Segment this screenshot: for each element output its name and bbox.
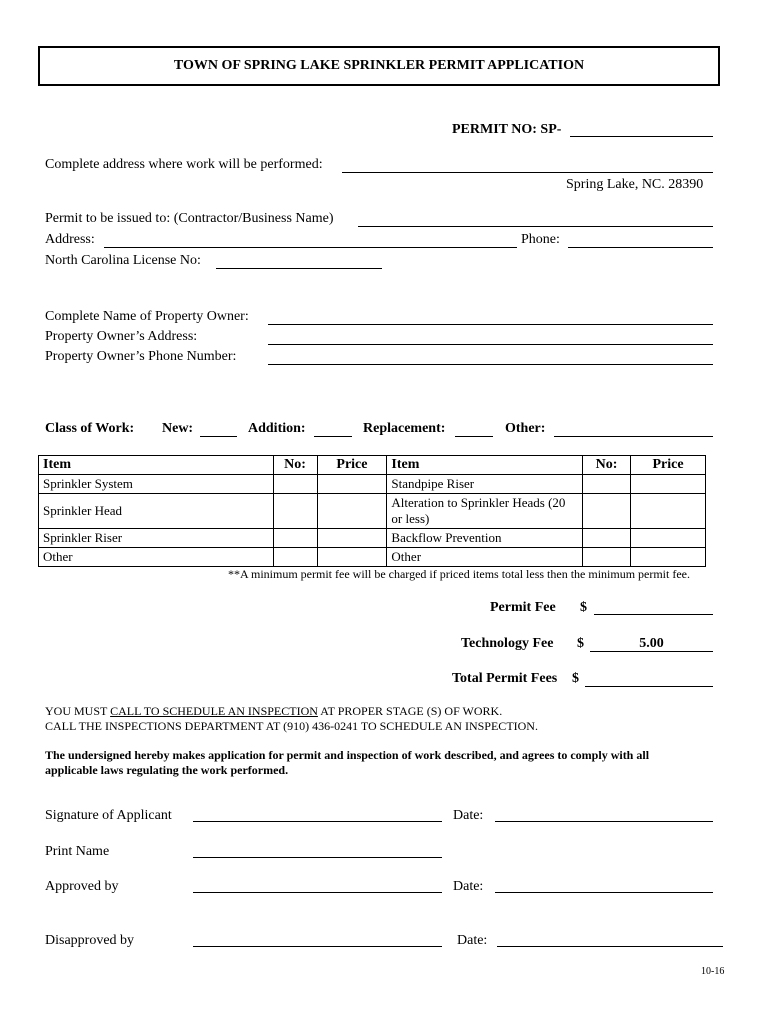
phone-label: Phone:	[521, 232, 560, 247]
total-fees-currency: $	[572, 671, 579, 686]
no-cell[interactable]	[273, 529, 317, 548]
city-line: Spring Lake, NC. 28390	[566, 177, 704, 192]
price-cell[interactable]	[317, 494, 387, 529]
table-row	[39, 548, 706, 567]
form-code: 10-16	[701, 966, 725, 977]
total-fees-label: Total Permit Fees	[452, 671, 558, 686]
price-cell[interactable]	[317, 475, 387, 494]
tech-fee-label: Technology Fee	[461, 636, 554, 651]
price-cell[interactable]	[317, 529, 387, 548]
price-cell[interactable]	[631, 475, 706, 494]
item-cell: Sprinkler System	[39, 475, 274, 494]
signature-date-label: Date:	[453, 808, 484, 823]
no-cell[interactable]	[583, 529, 631, 548]
header-no: No:	[273, 456, 317, 475]
price-cell[interactable]	[631, 548, 706, 567]
permit-no-label: PERMIT NO: SP-	[452, 122, 562, 137]
no-cell[interactable]	[273, 494, 317, 529]
permit-fee-label: Permit Fee	[490, 600, 556, 615]
disapproved-date-label: Date:	[457, 933, 488, 948]
item-cell: Backflow Prevention	[387, 529, 583, 548]
no-cell[interactable]	[583, 548, 631, 567]
item-cell: Alteration to Sprinkler Heads (20 or less)	[387, 494, 583, 529]
work-address-field[interactable]	[342, 172, 713, 173]
total-fees-field[interactable]	[585, 686, 713, 687]
work-address-label: Complete address where work will be performed:	[45, 157, 323, 172]
disapproved-date-field[interactable]	[497, 946, 723, 947]
class-replacement-field[interactable]	[455, 436, 493, 437]
header-price: Price	[317, 456, 387, 475]
item-cell: Other	[387, 548, 583, 567]
class-other-field[interactable]	[554, 436, 713, 437]
contractor-address-field[interactable]	[104, 247, 517, 248]
inspection-line-1-post: AT PROPER STAGE (S) OF WORK.	[317, 704, 503, 718]
signature-field[interactable]	[193, 821, 442, 822]
signature-date-field[interactable]	[495, 821, 713, 822]
class-other-label: Other:	[505, 421, 546, 436]
declaration-line-2: applicable laws regulating the work performed.	[45, 763, 289, 777]
header-item: Item	[387, 456, 583, 475]
class-addition-label: Addition:	[248, 421, 306, 436]
item-cell: Sprinkler Riser	[39, 529, 274, 548]
issued-to-field[interactable]	[358, 226, 713, 227]
no-cell[interactable]	[273, 475, 317, 494]
license-label: North Carolina License No:	[45, 253, 201, 268]
inspection-call-text: CALL TO SCHEDULE AN INSPECTION	[110, 704, 318, 718]
table-header-row	[39, 456, 706, 475]
owner-name-label: Complete Name of Property Owner:	[45, 309, 249, 324]
header-item: Item	[39, 456, 274, 475]
form-title: TOWN OF SPRING LAKE SPRINKLER PERMIT APPLICATION	[38, 46, 720, 86]
price-cell[interactable]	[317, 548, 387, 567]
owner-name-field[interactable]	[268, 324, 713, 325]
owner-address-label: Property Owner’s Address:	[45, 329, 198, 344]
header-no: No:	[583, 456, 631, 475]
owner-address-field[interactable]	[268, 344, 713, 345]
phone-field[interactable]	[568, 247, 713, 248]
price-cell[interactable]	[631, 494, 706, 529]
price-cell[interactable]	[631, 529, 706, 548]
no-cell[interactable]	[273, 548, 317, 567]
item-cell: Other	[39, 548, 274, 567]
item-cell: Standpipe Riser	[387, 475, 583, 494]
permit-no-field[interactable]	[570, 136, 713, 137]
contractor-address-label: Address:	[45, 232, 95, 247]
approved-label: Approved by	[45, 879, 119, 894]
class-of-work-label: Class of Work:	[45, 421, 135, 436]
disapproved-label: Disapproved by	[45, 933, 135, 948]
approved-field[interactable]	[193, 892, 442, 893]
items-table	[38, 455, 706, 567]
inspection-line-1	[45, 704, 502, 719]
inspection-line-2: CALL THE INSPECTIONS DEPARTMENT AT (910) 436-0241 TO SCHEDULE AN INSPECTION.	[45, 719, 538, 733]
class-addition-field[interactable]	[314, 436, 352, 437]
min-fee-note: **A minimum permit fee will be charged if priced items total less then the minimum permit fee.	[228, 567, 690, 581]
owner-phone-field[interactable]	[268, 364, 713, 365]
class-replacement-label: Replacement:	[363, 421, 446, 436]
item-cell: Sprinkler Head	[39, 494, 274, 529]
print-name-label: Print Name	[45, 844, 110, 859]
permit-fee-currency: $	[580, 600, 587, 615]
disapproved-field[interactable]	[193, 946, 442, 947]
class-new-label: New:	[162, 421, 194, 436]
license-field[interactable]	[216, 268, 382, 269]
tech-fee-currency: $	[577, 636, 584, 651]
no-cell[interactable]	[583, 475, 631, 494]
approved-date-field[interactable]	[495, 892, 713, 893]
owner-phone-label: Property Owner’s Phone Number:	[45, 349, 237, 364]
inspection-line-1-pre: YOU MUST	[45, 704, 111, 718]
print-name-field[interactable]	[193, 857, 442, 858]
permit-fee-field[interactable]	[594, 614, 713, 615]
tech-fee-value: 5.00	[590, 636, 713, 652]
approved-date-label: Date:	[453, 879, 484, 894]
header-price: Price	[631, 456, 706, 475]
class-new-field[interactable]	[200, 436, 237, 437]
declaration-line-1: The undersigned hereby makes application for permit and inspection of work described, and agrees to comply with all	[45, 748, 650, 762]
table-row	[39, 529, 706, 548]
signature-label: Signature of Applicant	[45, 808, 172, 823]
issued-to-label: Permit to be issued to: (Contractor/Business Name)	[45, 211, 334, 226]
table-row	[39, 494, 706, 529]
table-row	[39, 475, 706, 494]
no-cell[interactable]	[583, 494, 631, 529]
